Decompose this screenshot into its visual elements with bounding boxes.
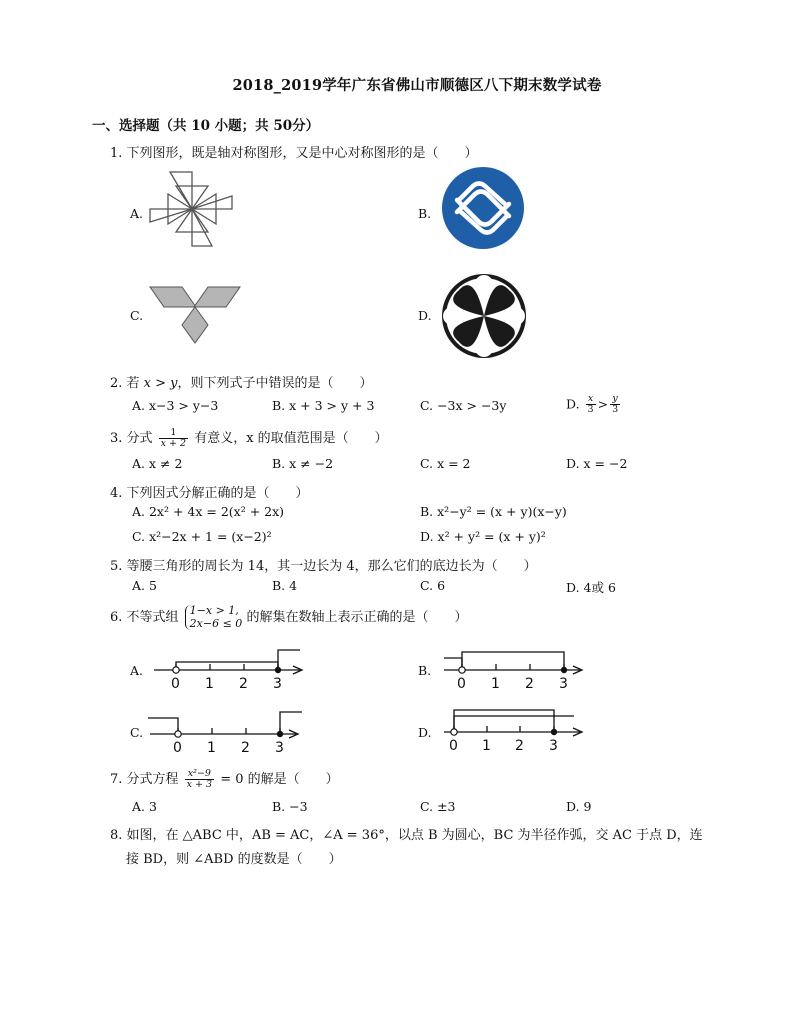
q7-option-d: D. 9 bbox=[566, 799, 592, 814]
question-4-stem: 4. 下列因式分解正确的是（ ） bbox=[110, 486, 309, 501]
q3-option-d: D. x = −2 bbox=[566, 456, 628, 471]
q6-number-line-a bbox=[150, 646, 310, 692]
q1-option-a-label: A. bbox=[130, 206, 144, 221]
pinwheel-figure bbox=[146, 166, 238, 252]
q2-option-b: B. x + 3 > y + 3 bbox=[272, 398, 375, 413]
question-5-stem: 5. 等腰三角形的周长为 14，其一边长为 4，那么它们的底边长为（ ） bbox=[110, 559, 537, 574]
q7-option-a: A. 3 bbox=[132, 799, 157, 814]
question-8-stem-line-1: 8. 如图，在 △ABC 中，AB = AC，∠A = 36°，以点 B 为圆心，BC 为半径作弧，交 AC 于点 D，连 bbox=[110, 828, 703, 843]
q3-option-c: C. x = 2 bbox=[420, 456, 471, 471]
q2-option-a: A. x−3 > y−3 bbox=[132, 398, 219, 413]
q6-number-line-c bbox=[146, 710, 306, 756]
q1-option-b-label: B. bbox=[418, 206, 432, 221]
tick-label-2: 2 bbox=[241, 740, 250, 756]
q5-option-a: A. 5 bbox=[132, 578, 157, 593]
q6-option-b-label: B. bbox=[418, 663, 432, 678]
question-1-stem: 1. 下列图形，既是轴对称图形，又是中心对称图形的是（ ） bbox=[110, 146, 478, 161]
tick-label-2: 2 bbox=[515, 738, 524, 754]
q6-option-a-label: A. bbox=[130, 663, 144, 678]
q3-option-a: A. x ≠ 2 bbox=[132, 456, 183, 471]
tick-label-0: 0 bbox=[457, 676, 466, 692]
tick-label-0: 0 bbox=[173, 740, 182, 756]
page-title: 2018_2019学年广东省佛山市顺德区八下期末数学试卷 bbox=[232, 77, 602, 94]
q4-option-a: A. 2x² + 4x = 2(x² + 2x) bbox=[132, 504, 285, 519]
tick-label-0: 0 bbox=[449, 738, 458, 754]
q5-option-b: B. 4 bbox=[272, 578, 298, 593]
tick-label-3: 3 bbox=[549, 738, 558, 754]
q1-option-c-label: C. bbox=[130, 308, 144, 323]
q6-number-line-b bbox=[440, 646, 590, 692]
q5-option-c: C. 6 bbox=[420, 578, 446, 593]
tick-label-1: 1 bbox=[482, 738, 491, 754]
q6-option-d-label: D. bbox=[418, 725, 432, 740]
section-heading: 一、选择题（共 10 小题；共 50分） bbox=[92, 118, 320, 134]
q4-option-b: B. x²−y² = (x + y)(x−y) bbox=[420, 504, 567, 519]
q7-option-c: C. ±3 bbox=[420, 799, 456, 814]
q4-option-c: C. x²−2x + 1 = (x−2)² bbox=[132, 529, 272, 544]
q1-option-d-label: D. bbox=[418, 308, 432, 323]
question-6-stem: 6. 不等式组 1−x > 1, 2x−6 ≤ 0 的解集在数轴上表示正确的是（ ） bbox=[110, 604, 468, 630]
tick-label-0: 0 bbox=[171, 676, 180, 692]
china-mobile-logo-figure bbox=[441, 166, 525, 250]
three-rhombus-figure bbox=[148, 283, 242, 345]
q6-number-line-d bbox=[440, 706, 590, 752]
q4-option-d: D. x² + y² = (x + y)² bbox=[420, 529, 546, 544]
tick-label-3: 3 bbox=[273, 676, 282, 692]
question-3-stem: 3. 分式 $\frac{1}{x + 2}$ 有意义，x 的取值范围是（ ） bbox=[110, 426, 388, 449]
q7-option-b: B. −3 bbox=[272, 799, 308, 814]
question-2-stem: 2. 若 x > y，则下列式子中错误的是（ ） bbox=[110, 376, 373, 391]
q5-option-d: D. 4或 6 bbox=[566, 580, 616, 595]
q6-option-c-label: C. bbox=[130, 725, 144, 740]
tick-label-1: 1 bbox=[491, 676, 500, 692]
tick-label-3: 3 bbox=[275, 740, 284, 756]
q2-option-c: C. −3x > −3y bbox=[420, 398, 507, 413]
tick-label-3: 3 bbox=[559, 676, 568, 692]
tick-label-1: 1 bbox=[205, 676, 214, 692]
question-7-stem: 7. 分式方程 $\frac{\text{x²−9}}{x + 3}$ = 0 的解是（ ） bbox=[110, 767, 339, 790]
tick-label-2: 2 bbox=[525, 676, 534, 692]
q2-option-d: D. $\frac{x}{3}$ > $\frac{y}{3}$ bbox=[566, 393, 619, 416]
question-8-stem-line-2: 接 BD，则 ∠ABD 的度数是（ ） bbox=[126, 852, 342, 867]
q3-option-b: B. x ≠ −2 bbox=[272, 456, 334, 471]
tick-label-1: 1 bbox=[207, 740, 216, 756]
tick-label-2: 2 bbox=[239, 676, 248, 692]
four-petal-circle-figure bbox=[440, 272, 528, 360]
